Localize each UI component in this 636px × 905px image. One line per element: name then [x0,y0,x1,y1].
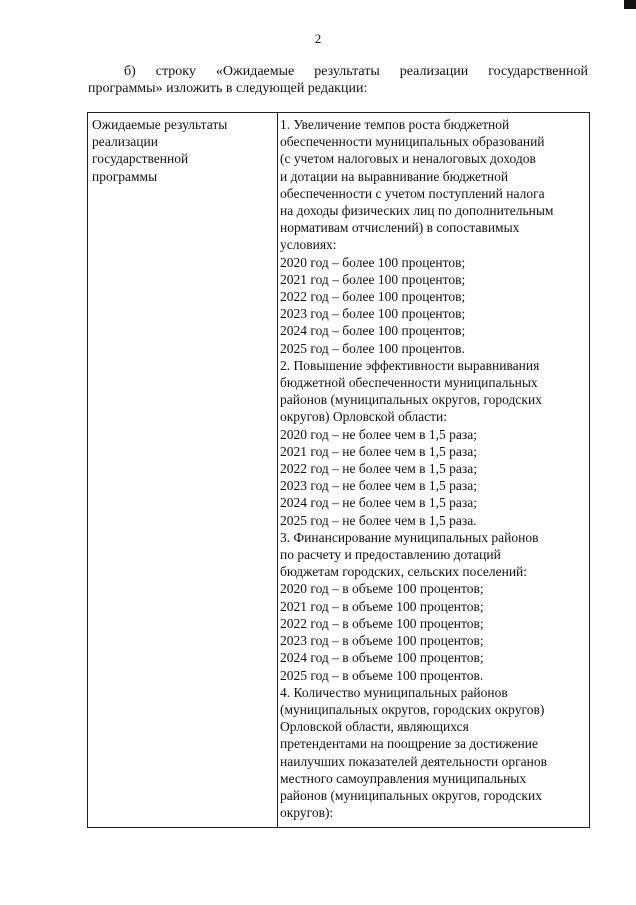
intro-paragraph-line-1: б) строку «Ожидаемые результаты реализации государственной [124,64,588,79]
content-line: 2025 год – в объеме 100 процентов. [280,667,484,683]
content-line: 2022 год – в объеме 100 процентов; [280,615,484,631]
content-line: бюджетной обеспеченности муниципальных [280,375,538,391]
content-line: обеспеченности с учетом поступлений налога [280,185,545,201]
content-line: условиях: [280,237,337,253]
table-column-divider [277,112,278,828]
content-line: районов (муниципальных округов, городских [280,392,542,408]
content-line: округов) Орловской области: [280,409,448,425]
content-line: бюджетам городских, сельских поселений: [280,564,528,580]
content-line: нормативам отчислений) в сопоставимых [280,220,520,236]
content-line: 2020 год – не более чем в 1,5 раза; [280,426,477,442]
content-line: 2020 год – более 100 процентов; [280,254,466,270]
content-line: и дотации на выравнивание бюджетной [280,168,509,184]
content-line: 2022 год – более 100 процентов; [280,289,466,305]
content-line: 2021 год – более 100 процентов; [280,271,466,287]
content-line: по расчету и предоставлению дотаций [280,547,501,563]
content-line: 3. Финансирование муниципальных районов [280,529,539,545]
content-line: 2023 год – более 100 процентов; [280,306,466,322]
label-line: Ожидаемые результаты [92,117,228,132]
content-line: районов (муниципальных округов, городских [280,787,542,803]
intro-paragraph-line-2: программы» изложить в следующей редакции: [88,81,368,96]
content-line: округов): [280,805,334,821]
table-content-cell [280,116,586,821]
content-line: 2025 год – более 100 процентов. [280,340,465,356]
content-line: 2024 год – не более чем в 1,5 раза; [280,495,477,511]
content-line: 2025 год – не более чем в 1,5 раза. [280,512,477,528]
table-label-cell [92,116,272,185]
content-line: Орловской области, являющихся [280,719,469,735]
content-line: 2022 год – не более чем в 1,5 раза; [280,461,477,477]
label-line: реализации [92,134,158,150]
content-line: наилучших показателей деятельности органов [280,753,548,769]
content-line: 1. Увеличение темпов роста бюджетной [280,117,510,132]
content-line: (с учетом налоговых и неналоговых доходов [280,151,536,167]
content-line: 2. Повышение эффективности выравнивания [280,357,540,373]
label-line: государственной [92,151,189,167]
content-line: 4. Количество муниципальных районов [280,684,508,700]
content-line: (муниципальных округов, городских округов) [280,701,545,717]
label-line: программы [92,168,158,184]
content-line: 2021 год – в объеме 100 процентов; [280,598,484,614]
content-line: 2020 год – в объеме 100 процентов; [280,581,484,597]
page-number: 2 [314,31,322,46]
content-line: 2021 год – не более чем в 1,5 раза; [280,443,477,459]
content-line: обеспеченности муниципальных образований [280,134,545,150]
content-line: на доходы физических лиц по дополнительным [280,203,554,219]
content-line: 2024 год – в объеме 100 процентов; [280,650,484,666]
content-line: 2024 год – более 100 процентов; [280,323,466,339]
content-line: 2023 год – в объеме 100 процентов; [280,633,484,649]
scan-corner-mark [624,0,636,9]
content-line: претендентами на поощрение за достижение [280,736,538,752]
content-line: местного самоуправления муниципальных [280,770,527,786]
content-line: 2023 год – не более чем в 1,5 раза; [280,478,477,494]
